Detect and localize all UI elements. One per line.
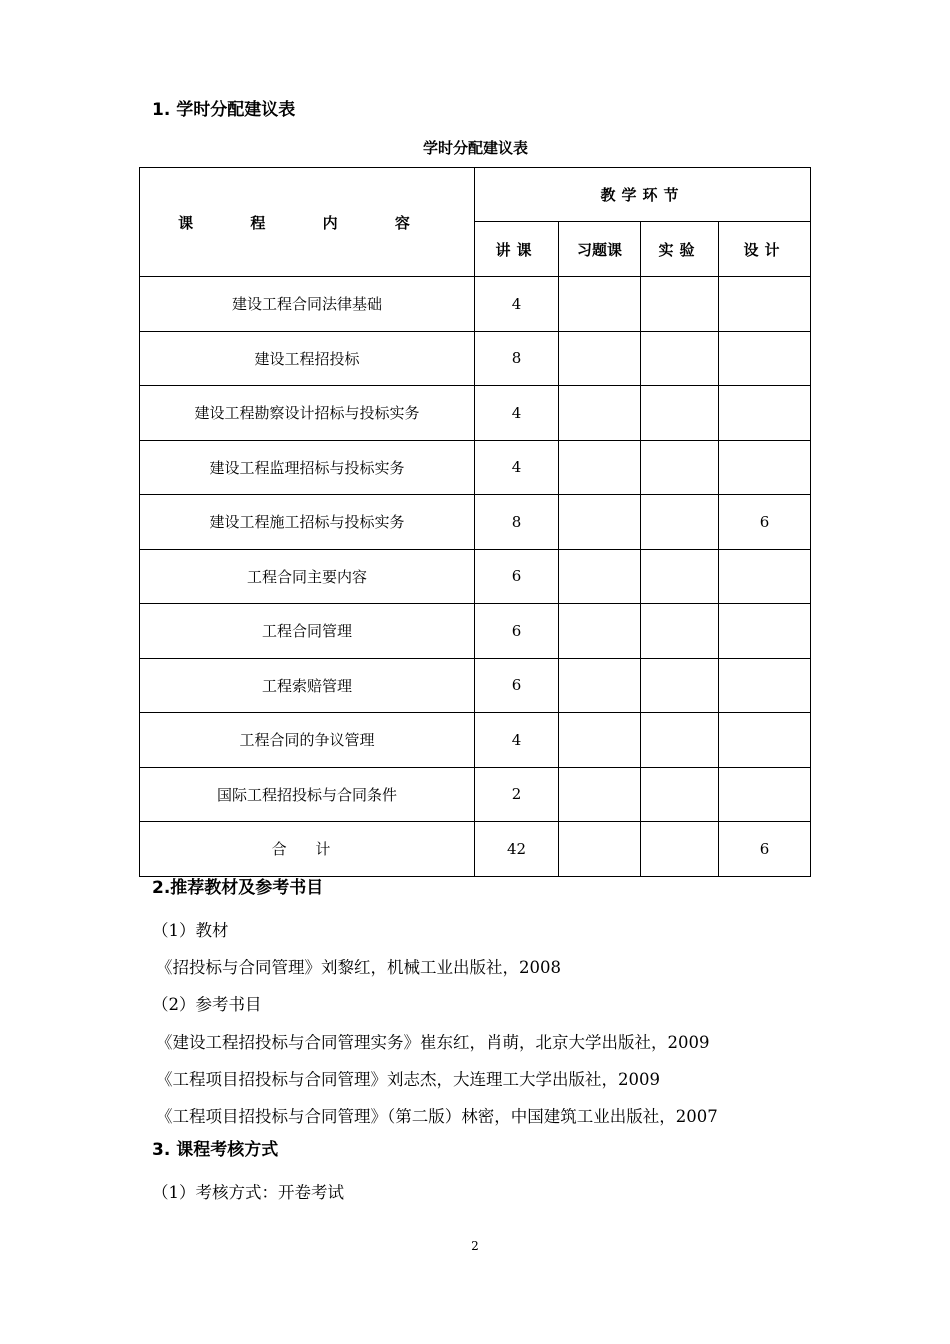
total-row	[140, 822, 811, 877]
table-row	[140, 713, 811, 768]
row-exercise	[559, 495, 641, 550]
row-design	[719, 331, 811, 386]
section-1-heading: 1. 学时分配建议表	[152, 100, 296, 120]
table-row	[140, 604, 811, 659]
group-header-cell	[475, 168, 811, 222]
row-experiment	[641, 440, 719, 495]
assessment-method: （1）考核方式：开卷考试	[152, 1183, 344, 1202]
lecture-header: 讲课	[495, 240, 538, 259]
row-lecture: 6	[475, 658, 559, 713]
row-design	[719, 549, 811, 604]
row-content: 工程合同管理	[140, 604, 475, 659]
exercise-header: 习题课	[576, 240, 622, 259]
row-experiment	[641, 767, 719, 822]
row-design	[719, 386, 811, 441]
reference-entry: 《工程项目招投标与合同管理》刘志杰，大连理工大学出版社，2009	[156, 1070, 660, 1089]
row-lecture: 6	[475, 549, 559, 604]
row-content: 工程索赔管理	[140, 658, 475, 713]
textbook-entry: 《招投标与合同管理》刘黎红，机械工业出版社，2008	[156, 958, 561, 977]
table-row	[140, 495, 811, 550]
row-experiment	[641, 331, 719, 386]
row-exercise	[559, 549, 641, 604]
table-row	[140, 277, 811, 332]
references-label: （2）参考书目	[152, 995, 262, 1014]
hours-table	[139, 167, 811, 877]
row-content: 建设工程合同法律基础	[140, 277, 475, 332]
row-exercise	[559, 604, 641, 659]
experiment-header: 实验	[658, 240, 701, 259]
row-exercise	[559, 658, 641, 713]
row-lecture: 6	[475, 604, 559, 659]
total-design: 6	[719, 822, 811, 877]
table-row	[140, 331, 811, 386]
row-experiment	[641, 549, 719, 604]
exercise-header-cell	[559, 222, 641, 277]
row-design	[719, 767, 811, 822]
page-number: 2	[471, 1239, 479, 1253]
table-row	[140, 549, 811, 604]
row-content: 建设工程勘察设计招标与投标实务	[140, 386, 475, 441]
section-3-heading: 3. 课程考核方式	[152, 1140, 279, 1160]
experiment-header-cell	[641, 222, 719, 277]
row-lecture: 4	[475, 386, 559, 441]
row-lecture: 4	[475, 277, 559, 332]
textbook-label: （1）教材	[152, 921, 229, 940]
row-exercise	[559, 440, 641, 495]
design-header-cell	[719, 222, 811, 277]
row-design: 6	[719, 495, 811, 550]
total-label: 合 计	[271, 840, 343, 859]
row-content: 建设工程施工招标与投标实务	[140, 495, 475, 550]
row-content: 工程合同主要内容	[140, 549, 475, 604]
reference-entry: 《建设工程招投标与合同管理实务》崔东红，肖萌，北京大学出版社，2009	[156, 1033, 710, 1052]
row-content: 国际工程招投标与合同条件	[140, 767, 475, 822]
row-content: 工程合同的争议管理	[140, 713, 475, 768]
table-row	[140, 386, 811, 441]
row-design	[719, 713, 811, 768]
table-row	[140, 658, 811, 713]
table-row	[140, 767, 811, 822]
row-experiment	[641, 495, 719, 550]
reference-entry: 《工程项目招投标与合同管理》（第二版）林密，中国建筑工业出版社，2007	[156, 1107, 718, 1126]
section-2-heading: 2.推荐教材及参考书目	[152, 878, 324, 898]
row-design	[719, 277, 811, 332]
row-content: 建设工程招投标	[140, 331, 475, 386]
row-lecture: 8	[475, 331, 559, 386]
design-header: 设计	[743, 240, 786, 259]
row-exercise	[559, 277, 641, 332]
total-experiment	[641, 822, 719, 877]
total-lecture: 42	[475, 822, 559, 877]
row-experiment	[641, 604, 719, 659]
row-lecture: 2	[475, 767, 559, 822]
row-exercise	[559, 386, 641, 441]
row-experiment	[641, 658, 719, 713]
row-content: 建设工程监理招标与投标实务	[140, 440, 475, 495]
lecture-header-cell	[475, 222, 559, 277]
row-exercise	[559, 331, 641, 386]
content-header-cell	[140, 168, 475, 277]
table-caption: 学时分配建议表	[422, 139, 528, 157]
table-row	[140, 440, 811, 495]
row-experiment	[641, 713, 719, 768]
row-exercise	[559, 713, 641, 768]
row-lecture: 4	[475, 440, 559, 495]
total-exercise	[559, 822, 641, 877]
row-lecture: 8	[475, 495, 559, 550]
total-label-cell	[140, 822, 475, 877]
row-exercise	[559, 767, 641, 822]
row-experiment	[641, 277, 719, 332]
row-lecture: 4	[475, 713, 559, 768]
row-design	[719, 440, 811, 495]
content-header: 课 程 内 容	[178, 213, 436, 232]
row-design	[719, 604, 811, 659]
row-experiment	[641, 386, 719, 441]
group-header: 教学环节	[600, 186, 685, 204]
row-design	[719, 658, 811, 713]
